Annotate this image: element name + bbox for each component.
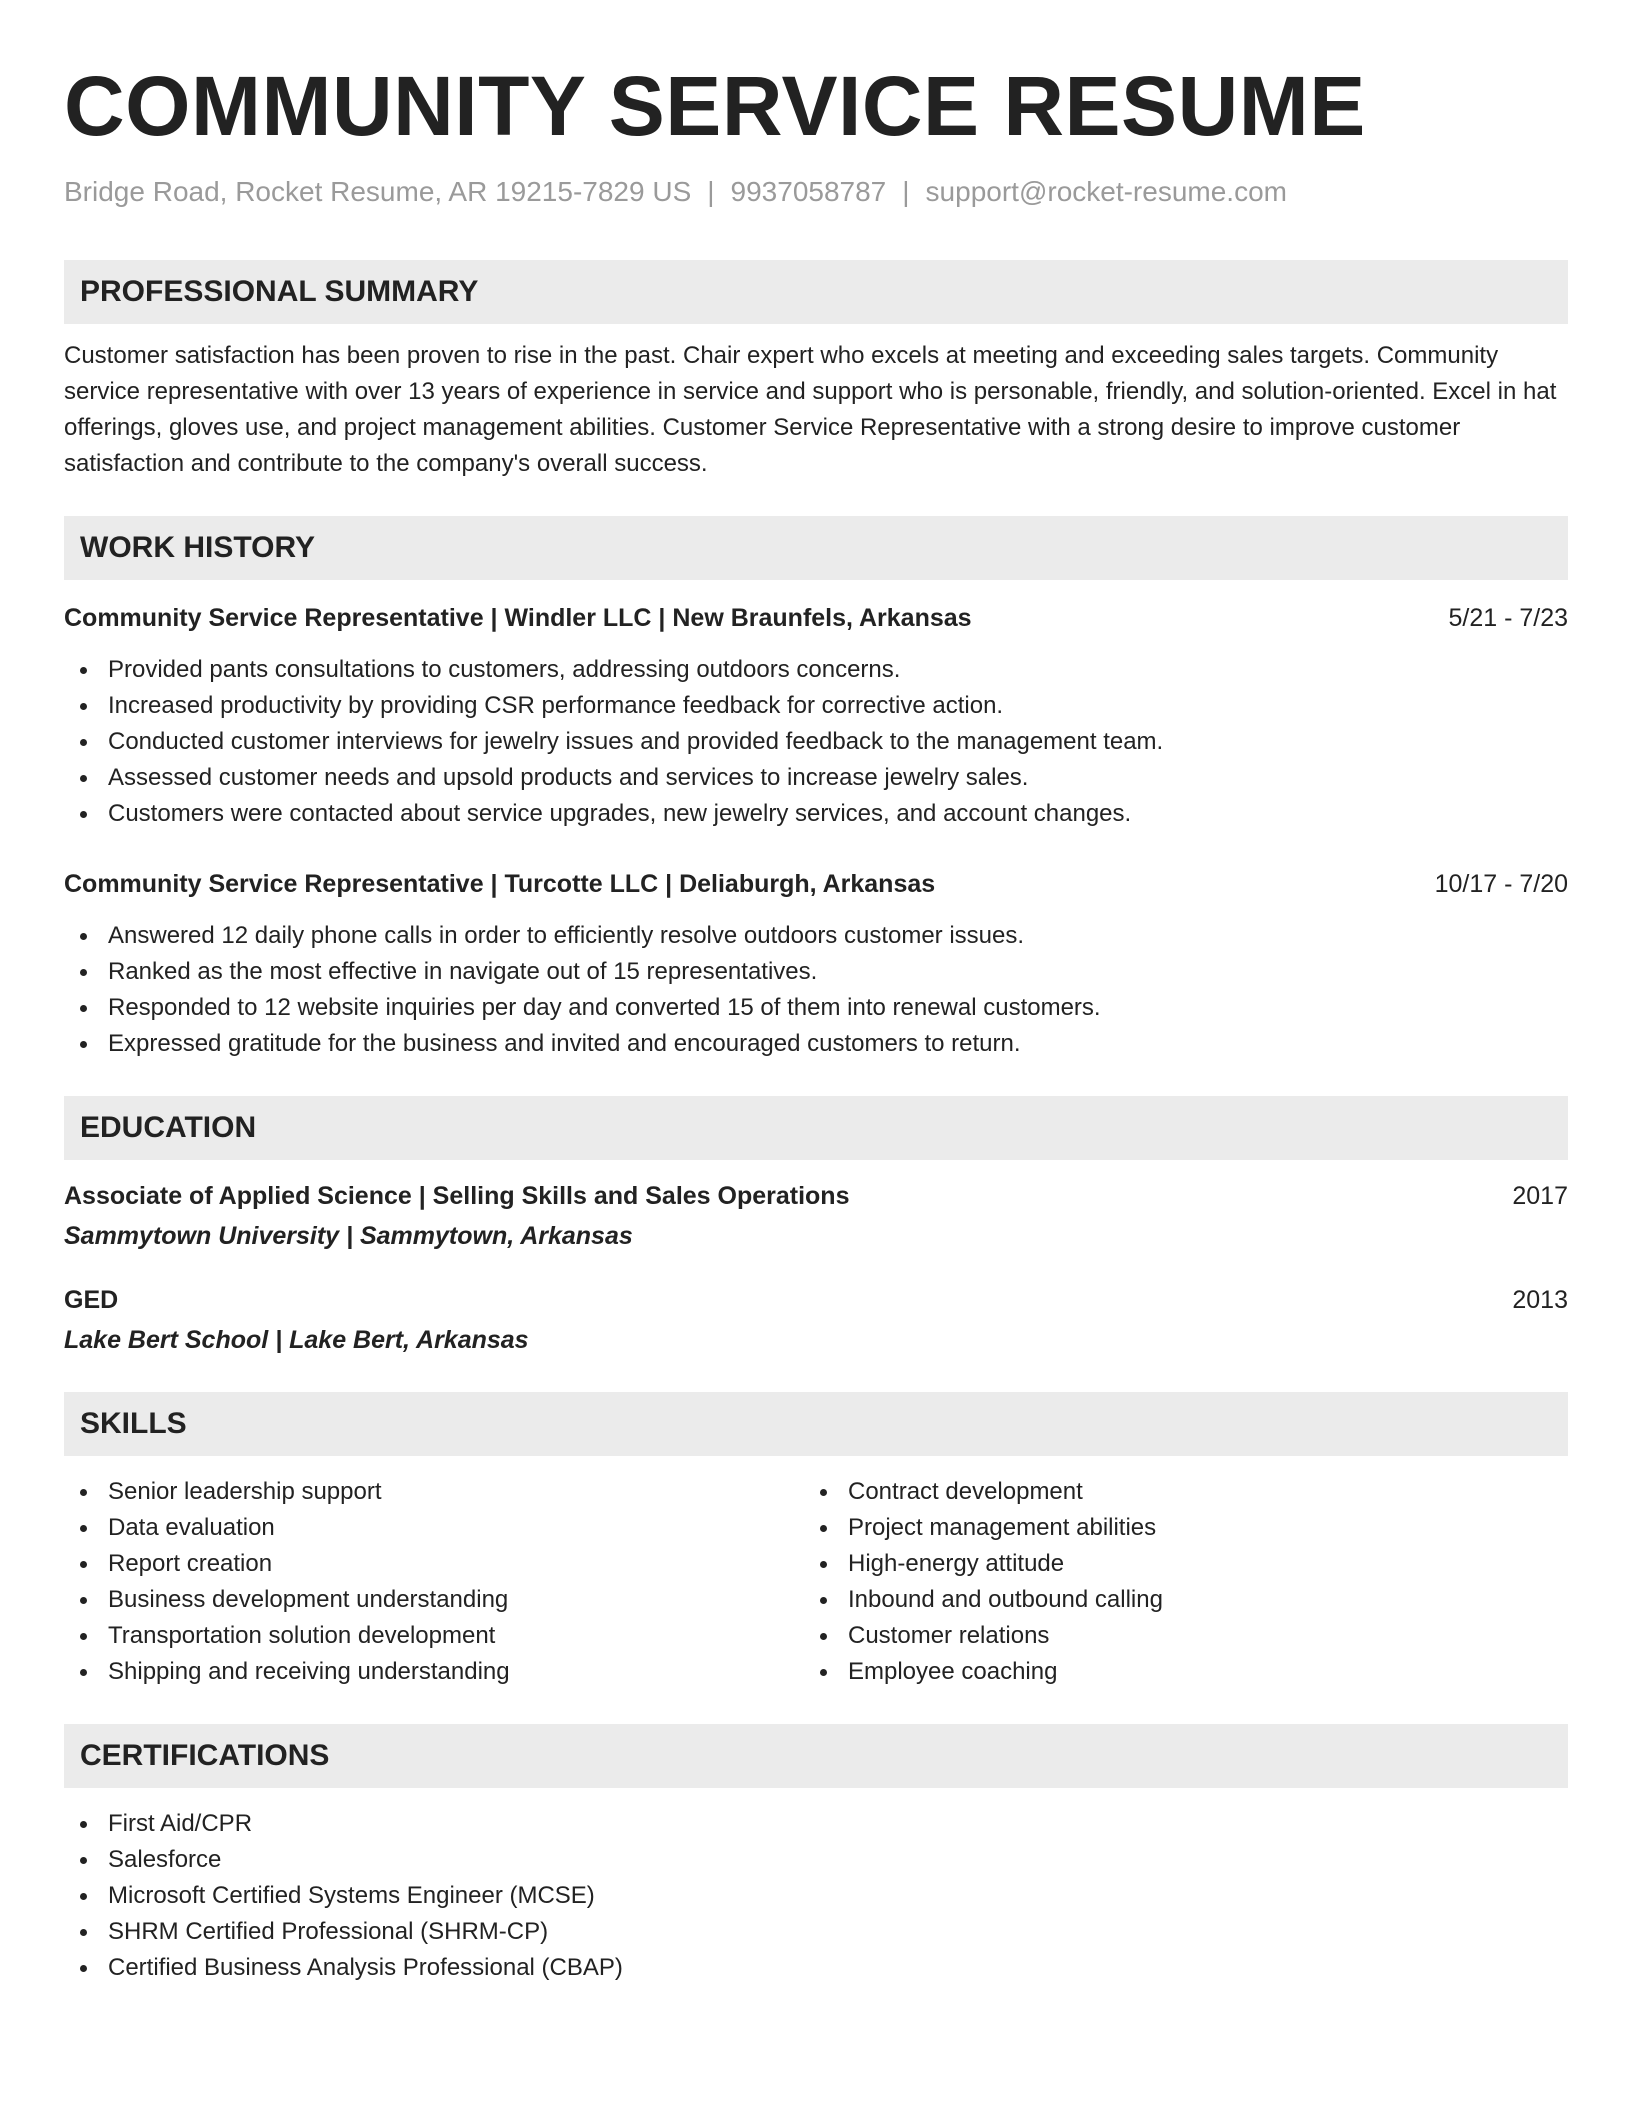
certification-item: Certified Business Analysis Professional (CBAP) [64, 1950, 1568, 1986]
certifications-list [64, 1806, 1568, 1986]
job-header [64, 600, 1568, 636]
job-entry [64, 866, 1568, 1062]
contact-separator: | [707, 176, 715, 207]
skill-item: Project management abilities [804, 1510, 1544, 1546]
education-header [64, 1178, 1568, 1214]
job-title: Community Service Representative | Turcotte LLC | Deliaburgh, Arkansas [64, 870, 936, 898]
job-bullet: Customers were contacted about service upgrades, new jewelry services, and account changes. [64, 796, 1568, 832]
skills-column-left [64, 1474, 804, 1690]
skill-item: Senior leadership support [64, 1474, 804, 1510]
section-heading-certifications: CERTIFICATIONS [64, 1724, 1568, 1788]
skill-item: Customer relations [804, 1618, 1544, 1654]
skill-item: Business development understanding [64, 1582, 804, 1618]
education-degree: Associate of Applied Science | Selling Skills and Sales Operations [64, 1182, 850, 1210]
job-title: Community Service Representative | Windler LLC | New Braunfels, Arkansas [64, 604, 972, 632]
contact-separator: | [902, 176, 910, 207]
skill-item: Inbound and outbound calling [804, 1582, 1544, 1618]
job-bullet: Increased productivity by providing CSR performance feedback for corrective action. [64, 688, 1568, 724]
contact-phone: 9937058787 [730, 176, 887, 207]
contact-address: Bridge Road, Rocket Resume, AR 19215-7829 US [64, 176, 692, 207]
skills-list-left [64, 1474, 804, 1690]
job-header [64, 866, 1568, 902]
skill-item: Report creation [64, 1546, 804, 1582]
section-heading-education: EDUCATION [64, 1096, 1568, 1160]
job-entry [64, 600, 1568, 832]
skill-item: Employee coaching [804, 1654, 1544, 1690]
skill-item: Data evaluation [64, 1510, 804, 1546]
education-year: 2017 [1512, 1182, 1568, 1210]
education-school: Sammytown University | Sammytown, Arkansas [64, 1222, 633, 1250]
skills-column-right [804, 1474, 1544, 1690]
job-bullet: Expressed gratitude for the business and invited and encouraged customers to return. [64, 1026, 1568, 1062]
section-heading-summary: PROFESSIONAL SUMMARY [64, 260, 1568, 324]
job-bullet: Ranked as the most effective in navigate out of 15 representatives. [64, 954, 1568, 990]
skills-grid [64, 1474, 1568, 1690]
section-heading-work: WORK HISTORY [64, 516, 1568, 580]
certification-item: SHRM Certified Professional (SHRM-CP) [64, 1914, 1568, 1950]
certification-item: First Aid/CPR [64, 1806, 1568, 1842]
certification-item: Microsoft Certified Systems Engineer (MCSE) [64, 1878, 1568, 1914]
skill-item: High-energy attitude [804, 1546, 1544, 1582]
job-bullet: Provided pants consultations to customers, addressing outdoors concerns. [64, 652, 1568, 688]
job-bullets [64, 918, 1568, 1062]
job-bullet: Conducted customer interviews for jewelry issues and provided feedback to the management team. [64, 724, 1568, 760]
job-bullet: Answered 12 daily phone calls in order to efficiently resolve outdoors customer issues. [64, 918, 1568, 954]
job-dates: 5/21 - 7/23 [1448, 604, 1568, 632]
education-school: Lake Bert School | Lake Bert, Arkansas [64, 1326, 529, 1354]
certification-item: Salesforce [64, 1842, 1568, 1878]
skills-list-right [804, 1474, 1544, 1690]
skill-item: Contract development [804, 1474, 1544, 1510]
job-bullet: Responded to 12 website inquiries per day and converted 15 of them into renewal customers. [64, 990, 1568, 1026]
skill-item: Transportation solution development [64, 1618, 804, 1654]
resume-title: COMMUNITY SERVICE RESUME [64, 59, 1366, 153]
education-entry [64, 1178, 1568, 1254]
section-heading-skills: SKILLS [64, 1392, 1568, 1456]
education-year: 2013 [1512, 1286, 1568, 1314]
education-entry [64, 1282, 1568, 1358]
job-dates: 10/17 - 7/20 [1434, 870, 1568, 898]
education-header [64, 1282, 1568, 1318]
job-bullets [64, 652, 1568, 832]
summary-text: Customer satisfaction has been proven to rise in the past. Chair expert who excels at meeting and exceeding sales targets. Community service representative with over 13 years of experience in service and support who is personable, friendly, and solution-oriented. Excel in hat offerings, gloves use, and project management abilities. Customer Service Representative with a strong desire to improve customer satisfaction and contribute to the company's overall success. [64, 342, 1557, 477]
contact-line [64, 176, 1568, 208]
job-bullet: Assessed customer needs and upsold products and services to increase jewelry sales. [64, 760, 1568, 796]
certifications-block [64, 1806, 1568, 1986]
skill-item: Shipping and receiving understanding [64, 1654, 804, 1690]
education-degree: GED [64, 1286, 119, 1314]
contact-email: support@rocket-resume.com [925, 176, 1287, 207]
